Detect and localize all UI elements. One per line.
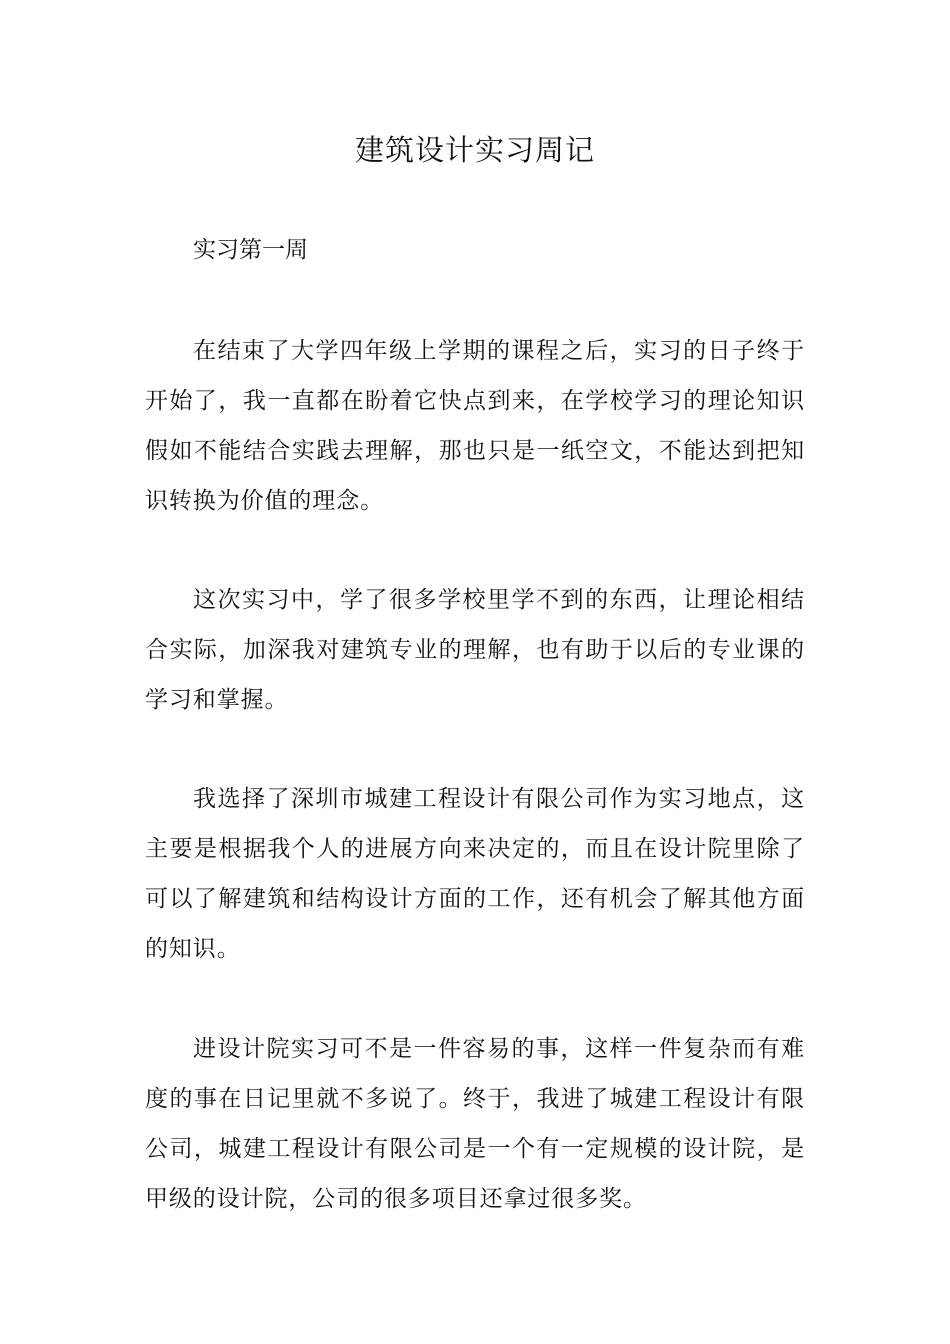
paragraph-2: 这次实习中，学了很多学校里学不到的东西，让理论相结合实际，加深我对建筑专业的理解，也有助于以后的专业课的学习和掌握。 [145, 587, 805, 713]
paragraph-3: 我选择了深圳市城建工程设计有限公司作为实习地点，这主要是根据我个人的进展方向来决定的，而且在设计院里除了可以了解建筑和结构设计方面的工作，还有机会了解其他方面的知识。 [145, 786, 805, 962]
paragraph-1: 在结束了大学四年级上学期的课程之后，实习的日子终于开始了，我一直都在盼着它快点到来，在学校学习的理论知识假如不能结合实践去理解，那也只是一纸空文，不能达到把知识转换为价值的理念。 [145, 338, 805, 514]
document-title: 建筑设计实习周记 [354, 133, 595, 167]
section-heading: 实习第一周 [193, 237, 308, 263]
paragraph-4: 进设计院实习可不是一件容易的事，这样一件复杂而有难度的事在日记里就不多说了。终于，我进了城建工程设计有限公司，城建工程设计有限公司是一个有一定规模的设计院，是甲级的设计院，公司的很多项目还拿过很多奖。 [145, 1036, 805, 1212]
